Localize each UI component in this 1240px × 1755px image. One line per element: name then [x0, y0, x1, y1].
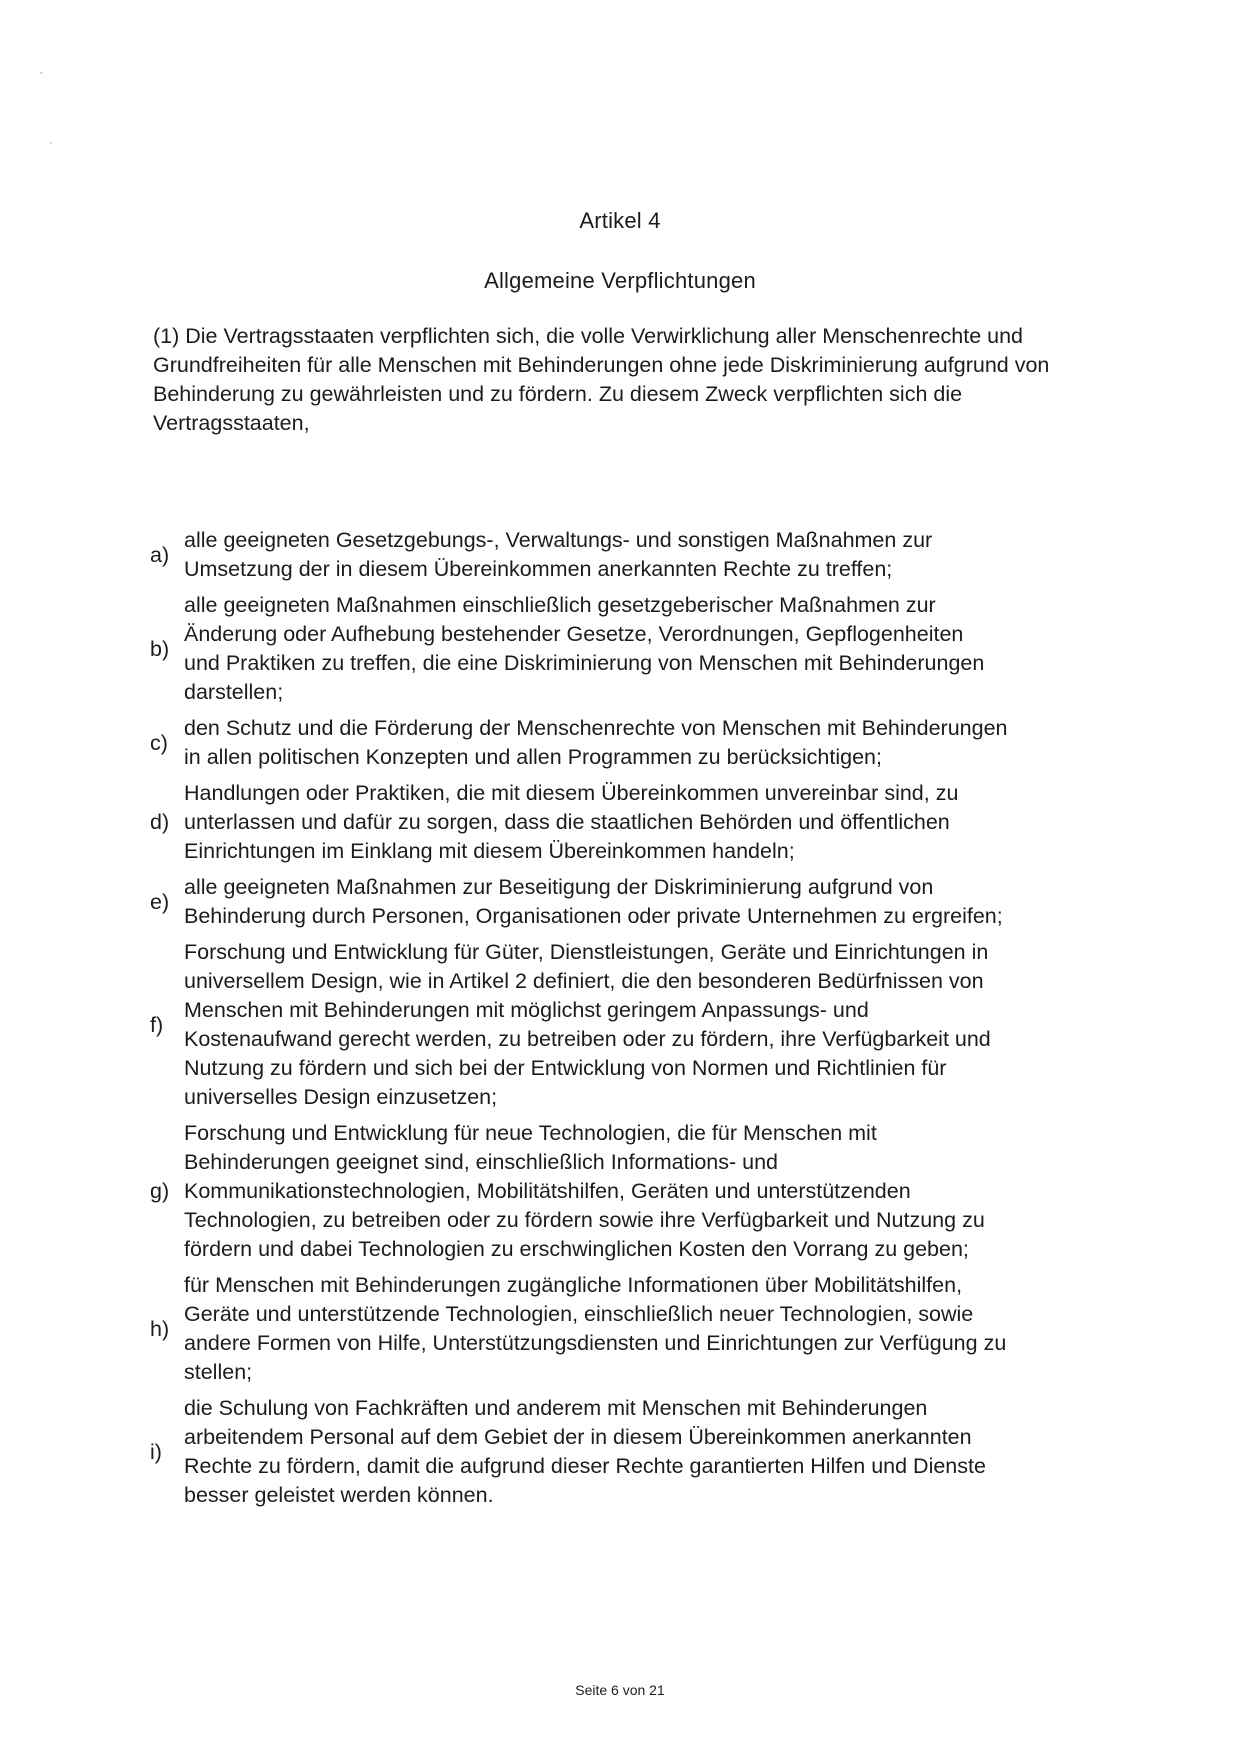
item-label: f) — [150, 1012, 164, 1037]
item-label: d) — [150, 810, 170, 834]
item-label: e) — [150, 889, 170, 914]
item-text: Forschung und Entwicklung für neue Technologien, die für Menschen mit Behinderungen geeignet sind, einschließlich Informations- und Kommunikationstechnologien, Mobilitätshilfen, Geräten und unterstützenden Technologien, zu betreiben oder zu fördern sowie ihre Verfügbarkeit und Nutzung zu fördern und dabei Technologien zu erschwinglichen Kosten den Vorrang zu geben; — [184, 1121, 985, 1261]
item-text: Forschung und Entwicklung für Güter, Dienstleistungen, Geräte und Einrichtungen in universellem Design, wie in Artikel 2 definiert, die den besonderen Bedürfnissen von Menschen mit Behinderungen mit möglichst geringem Anpassungs- und Kostenaufwand gerecht werden, zu betreiben oder zu fördern, ihre Verfügbarkeit und Nutzung zu fördern und sich bei der Entwicklung von Normen und Richtlinien für universelles Design einzusetzen; — [184, 940, 991, 1109]
intro-text: (1) Die Vertragsstaaten verpflichten sich, die volle Verwirklichung aller Menschenrechte und Grundfreiheiten für alle Menschen mit Behinderungen ohne jede Diskriminierung aufgrund von Behinderung zu gewährleisten und zu fördern. Zu diesem Zweck verpflichten sich die Vertragsstaaten, — [153, 324, 1050, 435]
item-text: den Schutz und die Förderung der Menschenrechte von Menschen mit Behinderungen in allen politischen Konzepten und allen Programmen zu berücksichtigen; — [184, 716, 1008, 769]
list-item — [150, 779, 1150, 866]
item-text: alle geeigneten Maßnahmen einschließlich gesetzgeberischer Maßnahmen zur Änderung oder Aufhebung bestehender Gesetze, Verordnungen, Gepflogenheiten und Praktiken zu treffen, die eine Diskriminierung von Menschen mit Behinderungen darstellen; — [184, 593, 985, 704]
list-item — [150, 873, 1150, 931]
list-item — [150, 938, 1150, 1112]
obligations-list — [150, 526, 1150, 1517]
item-label: c) — [150, 730, 168, 755]
item-label: a) — [150, 542, 170, 567]
scan-speck — [50, 142, 52, 144]
list-item — [150, 526, 1150, 584]
list-item — [150, 1119, 1150, 1264]
scan-speck — [40, 72, 43, 74]
list-item — [150, 714, 1150, 772]
item-text: für Menschen mit Behinderungen zugängliche Informationen über Mobilitätshilfen, Geräte und unterstützende Technologien, einschließlich neuer Technologien, sowie andere Formen von Hilfe, Unterstützungsdiensten und Einrichtungen zur Verfügung zu stellen; — [184, 1273, 1007, 1384]
article-title: Allgemeine Verpflichtungen — [484, 268, 756, 293]
intro-paragraph — [153, 322, 1113, 438]
item-label: h) — [150, 1316, 170, 1341]
list-item — [150, 591, 1150, 707]
list-item — [150, 1394, 1150, 1510]
item-text: Handlungen oder Praktiken, die mit diesem Übereinkommen unvereinbar sind, zu unterlassen und dafür zu sorgen, dass die staatlichen Behörden und öffentlichen Einrichtungen im Einklang mit diesem Übereinkommen handeln; — [184, 781, 959, 863]
item-text: alle geeigneten Maßnahmen zur Beseitigung der Diskriminierung aufgrund von Behinderung durch Personen, Organisationen oder private Unternehmen zu ergreifen; — [184, 875, 1003, 928]
list-item — [150, 1271, 1150, 1387]
item-text: alle geeigneten Gesetzgebungs-, Verwaltungs- und sonstigen Maßnahmen zur Umsetzung der in diesem Übereinkommen anerkannten Rechte zu treffen; — [184, 528, 933, 581]
item-label: i) — [150, 1439, 162, 1464]
item-text: die Schulung von Fachkräften und anderem mit Menschen mit Behinderungen arbeitendem Personal auf dem Gebiet der in diesem Übereinkommen anerkannten Rechte zu fördern, damit die aufgrund dieser Rechte garantierten Hilfen und Dienste besser geleistet werden können. — [184, 1396, 986, 1507]
item-label: g) — [150, 1179, 170, 1203]
article-number: Artikel 4 — [579, 208, 661, 233]
item-label: b) — [150, 636, 170, 661]
page-footer: Seite 6 von 21 — [575, 1682, 665, 1698]
